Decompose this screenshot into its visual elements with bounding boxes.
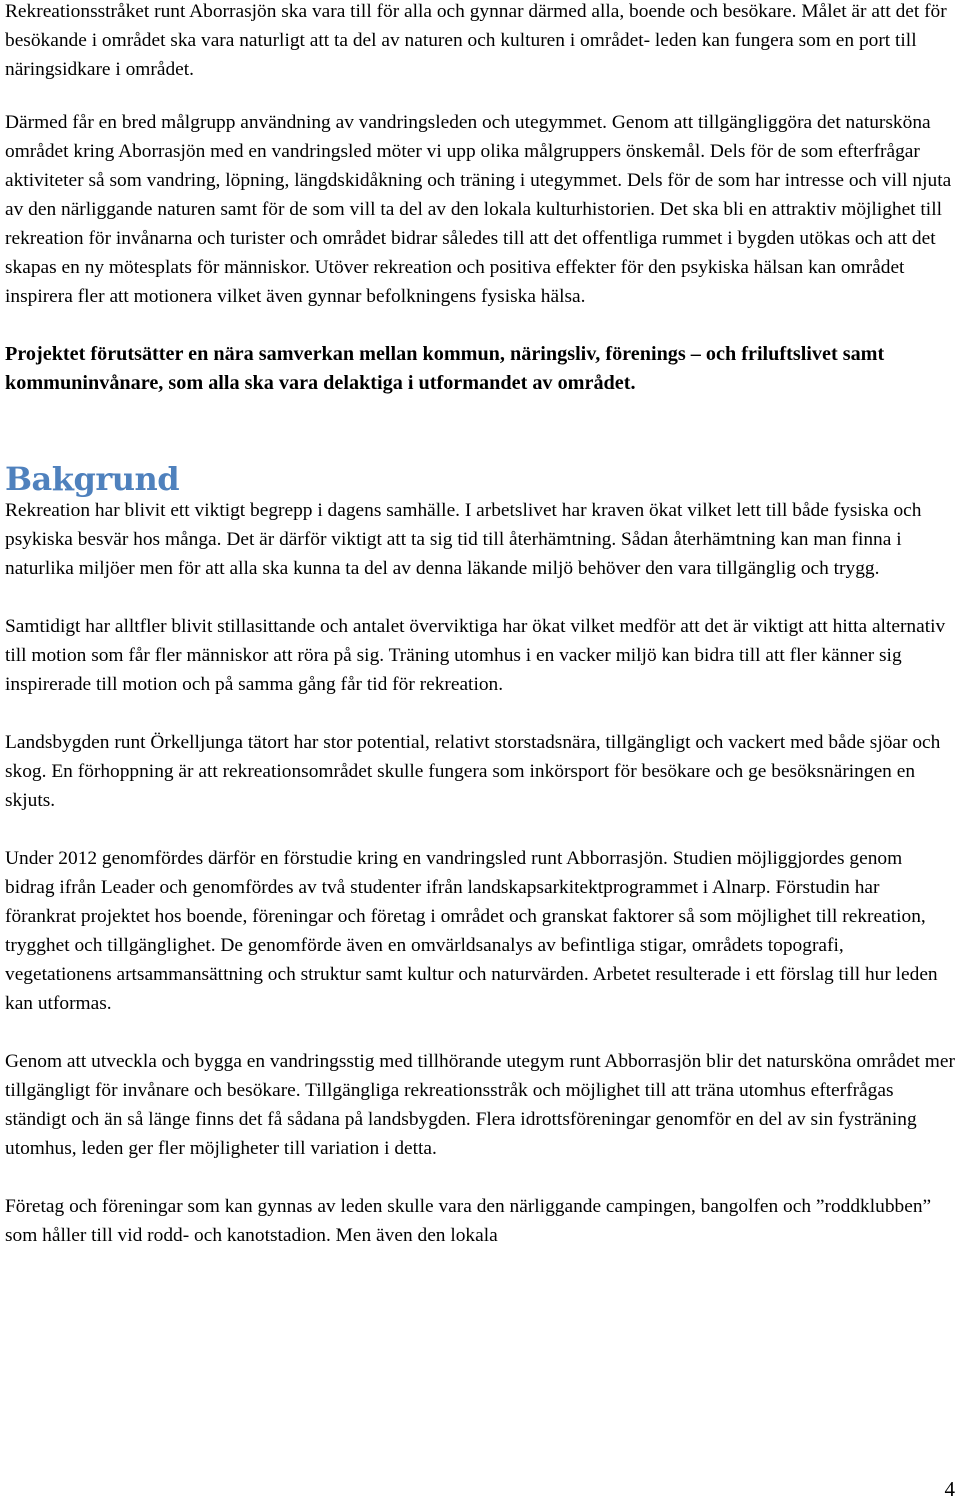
paragraph-malgrupp: Därmed får en bred målgrupp användning av vandringsleden och utegymmet. Genom att tillgängliggöra det natursköna området kring Aborrasjön med en vandringsled möter vi upp olika målgruppers önskemål. Dels för de som efterfrågar aktiviteter så som vandring, löpning, längdskidåkning och träning i utegymmet. Dels för de som har intresse och vill njuta av den närliggande naturen samt för de som vill ta del av den lokala kulturhistorien. Det ska bli en attraktiv möjlighet till rekreation för invånarna och turister och området bidrar således till att det offentliga rummet i bygden utökas och att det skapas en ny mötesplats för människor. Utöver rekreation och positiva effekter för den psykiska hälsan kan området inspirera fler att motionera vilket även gynnar befolkningens fysiska hälsa. <box>5 112 952 307</box>
document-page <box>5 0 955 1250</box>
section-heading-bakgrund: Bakgrund <box>5 460 180 498</box>
page-number: 4 <box>944 1477 955 1501</box>
paragraph-bakgrund-foretag: Företag och föreningar som kan gynnas av leden skulle vara den närliggande campingen, bangolfen och ”roddklubben” som håller till vid rodd- och kanotstadion. Men även den lokala <box>5 1196 932 1246</box>
paragraph-bakgrund-forstudie: Under 2012 genomfördes därför en förstudie kring en vandringsled runt Abborrasjön. Studien möjliggjordes genom bidrag ifrån Leader och genomfördes av två studenter ifrån landskapsarkitektprogrammet i Alnarp. Förstudin har förankrat projektet hos boende, föreningar och företag i området och granskat faktorer så som möjlighet till rekreation, trygghet och tillgänglighet. De genomförde även en omvärldsanalys av befintliga stigar, områdets topografi, vegetationens artsammansättning och struktur samt kultur och naturvärden. Arbetet resulterade i ett förslag till hur leden kan utformas. <box>5 848 938 1014</box>
paragraph-bakgrund-vandringsstig: Genom att utveckla och bygga en vandringsstig med tillhörande utegym runt Abborrasjön blir det natursköna området mer tillgängligt för invånare och besökare. Tillgängliga rekreationsstråk och möjlighet till att träna utomhus efterfrågas ständigt och än så länge finns det få sådana på landsbygden. Flera idrottsföreningar genomför en del av sin fysträning utomhus, leden ger fler möjligheter till variation i detta. <box>5 1051 955 1159</box>
paragraph-bakgrund-landsbygden: Landsbygden runt Örkelljunga tätort har stor potential, relativt storstadsnära, tillgängligt och vackert med både sjöar och skog. En förhoppning är att rekreationsområdet skulle fungera som inkörsport för besökare och ge besöksnäringen en skjuts. <box>5 732 941 811</box>
paragraph-projektet-bold: Projektet förutsätter en nära samverkan mellan kommun, näringsliv, förenings – och friluftslivet samt kommuninvånare, som alla ska vara delaktiga i utformandet av området. <box>5 343 885 394</box>
paragraph-bakgrund-stillasittande: Samtidigt har alltfler blivit stillasittande och antalet överviktiga har ökat vilket medför att det är viktigt att hitta alternativ till motion som får fler människor att röra på sig. Träning utomhus i en vacker miljö kan bidra till att fler känner sig inspirerade till motion och på samma gång får tid för rekreation. <box>5 616 946 695</box>
paragraph-intro: Rekreationsstråket runt Aborrasjön ska vara till för alla och gynnar därmed alla, boende och besökare. Målet är att det för besökande i området ska vara naturligt att ta del av naturen och kulturen i området- leden kan fungera som en port till näringsidkare i området. <box>5 1 947 80</box>
paragraph-bakgrund-rekreation: Rekreation har blivit ett viktigt begrepp i dagens samhälle. I arbetslivet har kraven ökat vilket lett till både fysiska och psykiska besvär hos många. Det är därför viktigt att ta sig tid till återhämtning. Sådan återhämtning kan man finna i naturlika miljöer men för att alla ska kunna ta del av denna läkande miljö behöver den vara tillgänglig och trygg. <box>5 500 922 579</box>
